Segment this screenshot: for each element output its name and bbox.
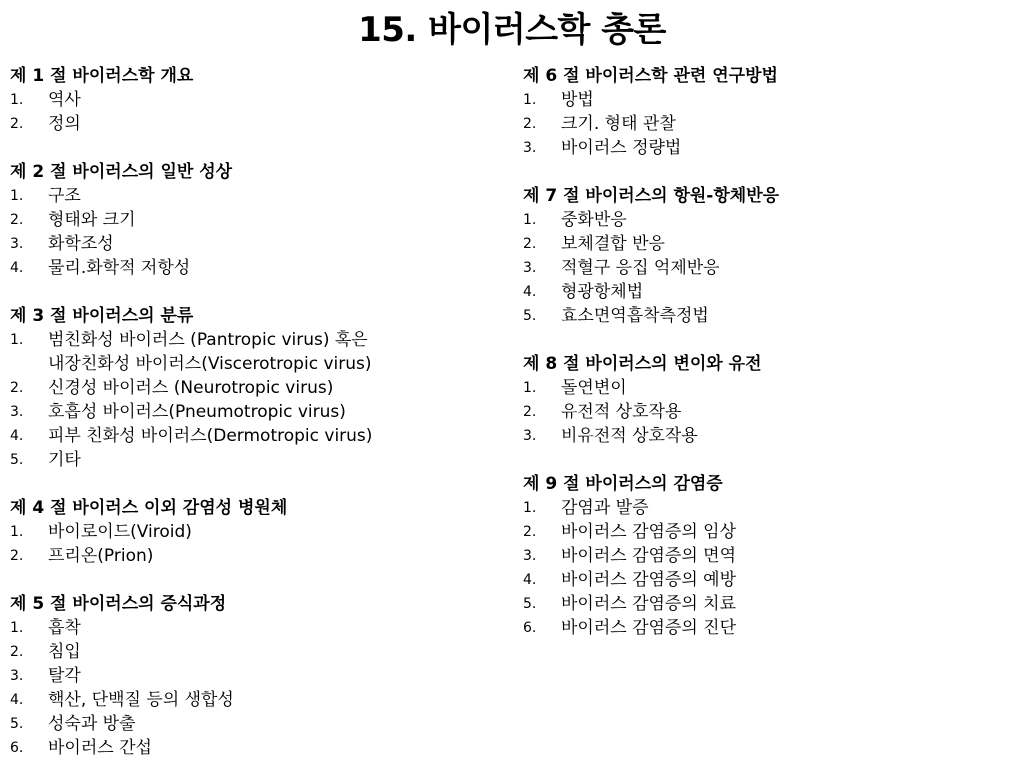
section-heading: 제 4 절 바이러스 이외 감염성 병원체: [10, 498, 288, 518]
item-number: 3.: [523, 428, 537, 444]
section-4: [10, 496, 505, 568]
list-item: [10, 616, 505, 640]
list-item: [10, 184, 505, 208]
item-number: 4.: [523, 572, 537, 588]
section-heading: 제 5 절 바이러스의 증식과정: [10, 594, 227, 614]
item-text: 기타: [48, 450, 81, 470]
item-text: 방법: [561, 90, 594, 110]
item-number: 1.: [523, 212, 537, 228]
section-heading: 제 2 절 바이러스의 일반 성상: [10, 162, 233, 182]
item-number: 3.: [10, 236, 24, 252]
item-text: 역사: [48, 90, 81, 110]
section-8: [523, 352, 1018, 448]
list-item: [523, 304, 1018, 328]
item-number: 2.: [523, 524, 537, 540]
section-9: [523, 472, 1018, 640]
item-number: 1.: [10, 92, 24, 108]
item-number: 1.: [523, 500, 537, 516]
list-item: [10, 712, 505, 736]
left-column: [10, 64, 505, 784]
list-item: [523, 280, 1018, 304]
item-number: 1.: [10, 524, 24, 540]
section-1: [10, 64, 505, 136]
item-number: 1.: [10, 620, 24, 636]
list-item: [523, 256, 1018, 280]
item-text: 바이러스 감염증의 치료: [561, 594, 737, 614]
section-2: [10, 160, 505, 280]
list-item: [523, 568, 1018, 592]
item-text: 돌연변이: [561, 378, 627, 398]
list-item: [10, 208, 505, 232]
item-number: 2.: [10, 548, 24, 564]
list-item: [10, 376, 505, 400]
item-number: 1.: [10, 332, 24, 348]
section-6: [523, 64, 1018, 160]
list-item: [10, 232, 505, 256]
list-item: [523, 424, 1018, 448]
item-number: 2.: [523, 116, 537, 132]
item-number: 1.: [523, 380, 537, 396]
item-text: [48, 328, 505, 376]
item-text: 정의: [48, 114, 81, 134]
list-item: [523, 496, 1018, 520]
right-column: [523, 64, 1018, 664]
list-item: [10, 400, 505, 424]
list-item: [523, 592, 1018, 616]
item-number: 4.: [10, 260, 24, 276]
list-item: [523, 376, 1018, 400]
list-item: [523, 520, 1018, 544]
list-item: [523, 136, 1018, 160]
list-item: [10, 88, 505, 112]
list-item: [10, 424, 505, 448]
item-text: 크기. 형태 관찰: [561, 114, 676, 134]
item-number: 2.: [523, 236, 537, 252]
list-item: [10, 328, 505, 376]
item-number: 4.: [10, 692, 24, 708]
item-number: 5.: [523, 596, 537, 612]
list-item: [10, 664, 505, 688]
item-number: 1.: [523, 92, 537, 108]
list-item: [10, 736, 505, 760]
item-text: 바이러스 감염증의 예방: [561, 570, 737, 590]
item-text: 형광항체법: [561, 282, 644, 302]
item-text: 화학조성: [48, 234, 114, 254]
list-item: [10, 520, 505, 544]
list-item: [10, 640, 505, 664]
item-text: 호흡성 바이러스(Pneumotropic virus): [48, 402, 346, 422]
item-number: 6.: [523, 620, 537, 636]
item-number: 4.: [523, 284, 537, 300]
list-item: [523, 400, 1018, 424]
item-text: 적혈구 응집 억제반응: [561, 258, 720, 278]
section-7: [523, 184, 1018, 328]
list-item: [10, 112, 505, 136]
section-heading: 제 3 절 바이러스의 분류: [10, 306, 194, 326]
list-item: [10, 448, 505, 472]
list-item: [10, 544, 505, 568]
item-number: 3.: [523, 140, 537, 156]
item-text: 프리온(Prion): [48, 546, 154, 566]
item-number: 5.: [10, 452, 24, 468]
item-number: 1.: [10, 188, 24, 204]
list-item: [523, 616, 1018, 640]
item-number: 2.: [10, 644, 24, 660]
item-text: 피부 친화성 바이러스(Dermotropic virus): [48, 426, 373, 446]
section-heading: 제 9 절 바이러스의 감염증: [523, 474, 723, 494]
list-item: [523, 88, 1018, 112]
item-text: 흡착: [48, 618, 81, 638]
list-item: [523, 208, 1018, 232]
item-number: 2.: [523, 404, 537, 420]
item-text: 비유전적 상호작용: [561, 426, 698, 446]
item-text: 바이러스 감염증의 진단: [561, 618, 737, 638]
item-text: 성숙과 방출: [48, 714, 136, 734]
list-item: [523, 544, 1018, 568]
item-number: 6.: [10, 740, 24, 756]
item-text: 핵산, 단백질 등의 생합성: [48, 690, 234, 710]
item-text: 바이러스 간섭: [48, 738, 152, 758]
page-title: 15. 바이러스학 총론: [358, 10, 666, 50]
item-text: 물리.화학적 저항성: [48, 258, 191, 278]
item-text: 바이러스 감염증의 임상: [561, 522, 737, 542]
item-number: 2.: [10, 212, 24, 228]
item-text: 바이로이드(Viroid): [48, 522, 192, 542]
item-text: 형태와 크기: [48, 210, 136, 230]
list-item: [523, 232, 1018, 256]
item-text: 보체결합 반응: [561, 234, 665, 254]
item-number: 3.: [523, 548, 537, 564]
item-text: 효소면역흡착측정법: [561, 306, 709, 326]
item-text-line: 내장친화성 바이러스(Viscerotropic virus): [48, 354, 372, 374]
section-heading: 제 7 절 바이러스의 항원-항체반응: [523, 186, 780, 206]
section-5: [10, 592, 505, 760]
list-item: [523, 112, 1018, 136]
item-text: 구조: [48, 186, 81, 206]
section-3: [10, 304, 505, 472]
item-text: 감염과 발증: [561, 498, 649, 518]
item-number: 5.: [10, 716, 24, 732]
item-number: 2.: [10, 116, 24, 132]
item-text: 중화반응: [561, 210, 627, 230]
item-text: 신경성 바이러스 (Neurotropic virus): [48, 378, 334, 398]
item-number: 3.: [10, 668, 24, 684]
item-text: 바이러스 정량법: [561, 138, 682, 158]
section-heading: 제 8 절 바이러스의 변이와 유전: [523, 354, 762, 374]
item-text: 바이러스 감염증의 면역: [561, 546, 737, 566]
item-number: 5.: [523, 308, 537, 324]
item-number: 3.: [523, 260, 537, 276]
list-item: [10, 688, 505, 712]
section-heading: 제 1 절 바이러스학 개요: [10, 66, 194, 86]
item-text-line: 범친화성 바이러스 (Pantropic virus) 혹은: [48, 330, 368, 350]
item-number: 2.: [10, 380, 24, 396]
section-heading: 제 6 절 바이러스학 관련 연구방법: [523, 66, 778, 86]
item-text: 유전적 상호작용: [561, 402, 682, 422]
item-number: 4.: [10, 428, 24, 444]
item-text: 탈각: [48, 666, 81, 686]
item-number: 3.: [10, 404, 24, 420]
item-text: 침입: [48, 642, 81, 662]
list-item: [10, 256, 505, 280]
